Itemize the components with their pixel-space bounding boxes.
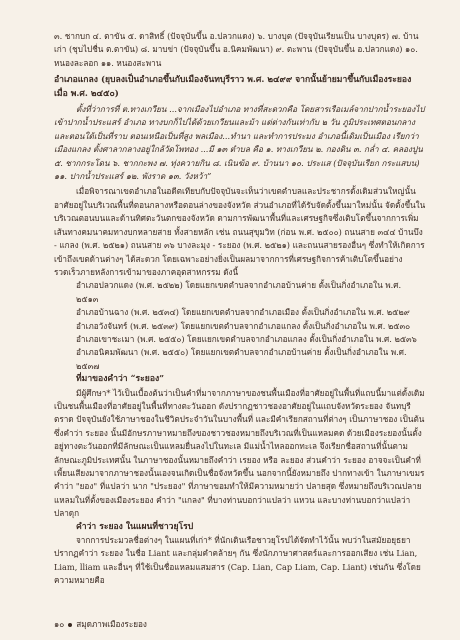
page-footer [54,618,147,631]
paragraph-subdistrict-list: ๓. ชากบก ๔. ตาขัน ๕. ดาสิทธิ์ (ปัจจุบันขึ้น อ.ปลวกแดง) ๖. บางบุต (ปัจจุบันเรียนเป็น บางบุตร) ๗. บ้านเก่า (ชุบไปชื่น ต.ตาขัน) ๘. มาบข่า (ปัจจุบันขึ้น อ.นิคมพัฒนา) ๙. ตะพาน (ปัจจุบันขึ้น อ.ปลวกแดง) ๑๐. หนองละลอก ๑๑. หนองสะพาน [54,31,419,68]
paragraph-district-history: เมื่อพิจารณาเขตอำเภอในอดีตเทียบกับปัจจุบันจะเห็นว่าเขตตำบลและประชากรดั้งเดิมส่วนใหญ่นั้นอาศัยอยู่ในบริเวณพื้นที่ตอนกลางหรือตอนล่างของจังหวัด ส่วนอำเภอที่ได้รับจัดตั้งขึ้นมาใหม่นั้น จัดตั้งขึ้นในบริเวณตอนบนและด้านทิศตะวันตกของจังหวัด ตามการพัฒนาพื้นที่และเศรษฐกิจซึ่งเติบโตขึ้นจากการเพิ่มเส้นทางคมนาคมทางบกหลายสาย ทั้งสายหลัก เช่น ถนนสุขุมวิท (ก่อน พ.ศ. ๒๕๐๐) ถนนสาย ๓๔๔ บ้านบึง - แกลง (พ.ศ. ๒๕๒๑) ถนนสาย ๓๖ บางละมุง - ระยอง (พ.ศ. ๒๕๒๑) และถนนสายรองอื่นๆ ซึ่งทำให้เกิดการเข้าถึงเขตด้านต่างๆ ได้สะดวก โดยเฉพาะอย่างยิ่งเป็นผลมาจากการที่เศรษฐกิจการค้าเติบโตขึ้นอย่างรวดเร็วภายหลังการเข้ามาของภาคอุตสาหกรรม ดังนี้ [54,186,426,277]
district-item: อำเภอนิคมพัฒนา (พ.ศ. ๒๕๕๐) โดยแยกเขตตำบลจากอำเภอบ้านค่าย ตั้งเป็นกิ่งอำเภอใน พ.ศ. ๒๕๓๗ [76,347,407,371]
paragraph-klaeng-quote: ตั้งที่ว่าการที่ ต.ทางเกวียน ...จากเมืองไปอำเภอ ทางที่สะดวกคือ โดยสารเรือเมล์จากปากน้ำระยองไปเข้าปากน้ำประแสร์ อำเภอ ทางบกก็ไปได้ด้วยเกวียนและม้า แต่ต่างกันเท่ากับ ๒ วัน ภูมิประเทศตอนกลางและตอนใต้เป็นที่ราบ ตอนเหนือเป็นที่สูง พลเมือง...ทำนา และทำการประมง อำเภอนี้เดิมเป็นเมือง เรียกว่า เมืองแกลง ตั้งศาลากลางอยู่ใกล้วัดโพทอง ...มี ๑๓ ตำบล คือ ๑. ทางเกวียน ๒. กองดิน ๓. กล่ำ ๔. คลองปูน ๕. ชากกระโดน ๖. ชากกะพง ๗. ทุ่งควายกิน ๘. เนินฆ้อ ๙. บ้านนา ๑๐. ประแส (ปัจจุบันเรียก กระแสบน) ๑๑. ปากน้ำประแสร์ ๑๒. พังราด ๑๓. วังหว้า” [54,104,425,182]
district-item: อำเภอเขาชะเมา (พ.ศ. ๒๕๕๐) โดยแยกเขตตำบลจากอำเภอแกลง ตั้งเป็นกิ่งอำเภอใน พ.ศ. ๒๕๓๖ [76,333,417,344]
bullet-icon [68,623,72,627]
page-number: ๑๐ [54,619,65,629]
section-heading-klaeng: อำเภอแกลง (ยุบลงเป็นอำเภอขึ้นกับเมืองจันทบุรีราว พ.ศ. ๒๔๙๙ จากนั้นย้ายมาขึ้นกับเมืองระยอง เมื่อ พ.ศ. ๒๔๕๐) [54,75,412,99]
district-item: อำเภอปลวกแดง (พ.ศ. ๒๕๒๒) โดยแยกเขตตำบลจากอำเภอบ้านค่าย ตั้งเป็นกิ่งอำเภอใน พ.ศ. ๒๕๑๓ [76,280,402,304]
body-text [54,30,426,588]
paragraph-origin: มีผู้ศึกษา* ไว้เป็นเบื้องต้นว่าเป็นคำที่มาจากภาษาของชนพื้นเมืองที่อาศัยอยู่ในพื้นที่แถบนี้มาแต่ดั้งเดิม เป็นชนพื้นเมืองที่อาศัยอยู่ในพื้นที่ทางตะวันออก ดังปรากฏชาวชองอาศัยอยู่ในแถบจังหวัดระยอง จันทบุรี ตราด ปัจจุบันยังใช้ภาษาชองในชีวิตประจำวันในบางพื้นที่ และมีคำเรียกสถานที่ต่างๆ เป็นภาษาชอง เป็นต้น ซึ่งคำว่า ระยอง นั้นมีอักษรภาษาหมายถึงของชาวชองหมายถึงบริเวณที่เป็นแหลมคด ด้วยเมืองระยองนั้นตั้งอยู่ทางตะวันออกที่มีลักษณะเป็นแหลมยื่นลงไปในทะเล มีแม่น้ำไหลออกทะเล จึงเรียกชื่อสถานที่นั้นตามลักษณะภูมิประเทศนั้น ในภาษาชองนั้นหมายถึงคำว่า เรยอง หรือ ละยอง ส่วนคำว่า ระยอง อาจจะเป็นคำที่เพี้ยนเสียงมาจากภาษาชองนั้นเองจนเกิดเป็นชื่อจังหวัดขึ้น นอกจากนี้ยังหมายถึง ปากทางเข้า ในภาษาเขมร คำว่า "ยอง" ที่แปลว่า นาก "ประยอง" ที่ภาษาขอมทำให้มีความหมายว่า ปลายสุด ซึ่งหมายถึงบริเวณปลายแหลมในที่ตั้งของเมืองระยอง คำว่า "แกลง" ที่บางท่านบอกว่าแปลว่า แหวน และบางท่านบอกว่าแปลว่า ปลาดุก [54,387,425,519]
district-item: อำเภอวังจันทร์ (พ.ศ. ๒๕๓๙) โดยแยกเขตตำบลจากอำเภอแกลง ตั้งเป็นกิ่งอำเภอใน พ.ศ. ๒๕๓๐ [76,320,411,331]
section-heading-european-maps: คำว่า ระยอง ในแผนที่ชาวยุโรป [76,521,194,532]
book-title: สมุดภาพเมืองระยอง [76,619,147,629]
paragraph-european-maps: จากการประมวลชื่อต่างๆ ในแผนที่เก่า* ที่นักเดินเรือชาวยุโรปได้จัดทำไว้นั้น พบว่าในสมัยอยุธยาปรากฏคำว่า ระยอง ในชื่อ Liant และกลุ่มคำคล้ายๆ กัน ซึ่งนักภาษาศาสตร์และการออกเสียง เช่น Lian, Liam, lliam และอื่นๆ ที่ใช้เป็นชื่อแหลมแสมสาร (Cap. Lian, Cap Liam, Cap. Liant) เช่นกัน ซึ่งโดยความหมายคือ [54,535,421,586]
district-list [54,279,426,373]
district-item: อำเภอบ้านฉาง (พ.ศ. ๒๕๓๔) โดยแยกเขตตำบลจากอำเภอเมือง ตั้งเป็นกิ่งอำเภอใน พ.ศ. ๒๕๒๙ [76,307,410,318]
section-heading-origin: ที่มาของคำว่า “ระยอง” [76,374,165,385]
